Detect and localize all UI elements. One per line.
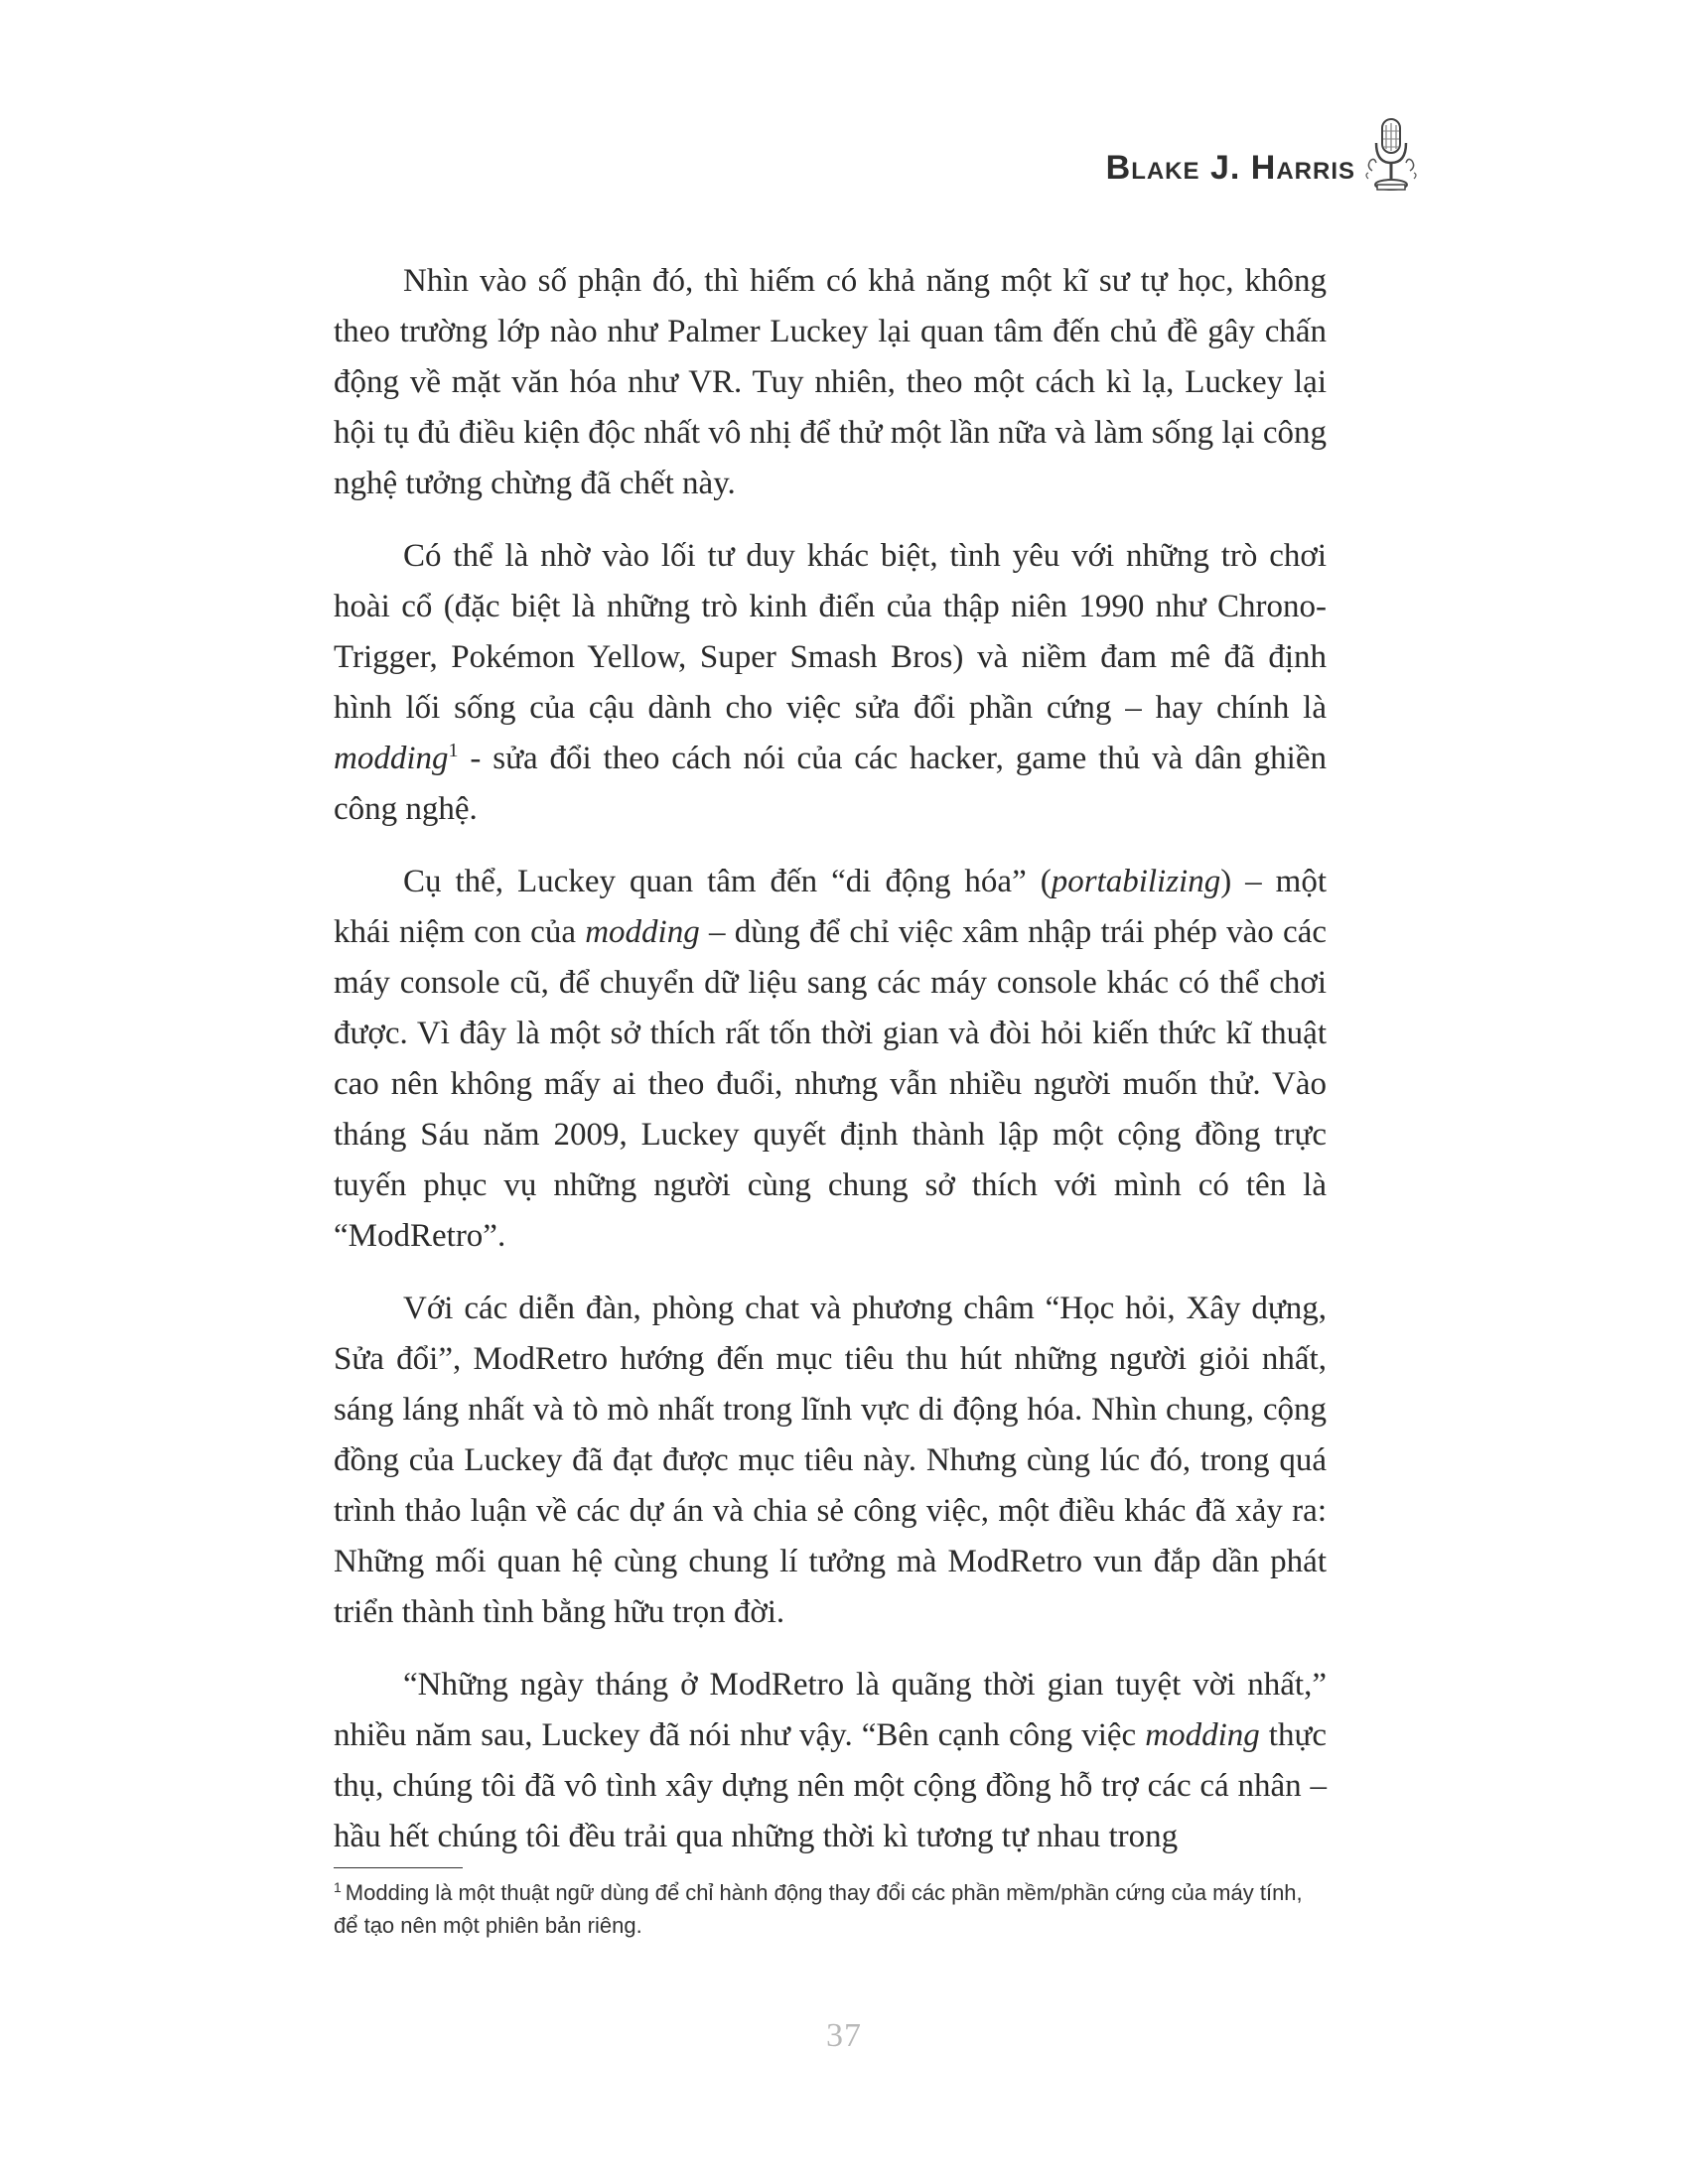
running-header-author: Blake J. Harris — [1105, 149, 1355, 187]
italic-term: modding — [1145, 1717, 1260, 1753]
paragraph — [334, 1284, 1327, 1638]
italic-term: portabilizing — [1051, 864, 1221, 899]
paragraph — [334, 531, 1327, 835]
vintage-microphone-icon — [1362, 115, 1420, 195]
footnote-divider — [334, 1867, 463, 1868]
paragraph-text: Nhìn vào số phận đó, thì hiếm có khả năng một kĩ sư tự học, không theo trường lớp nào như Palmer Luckey lại quan tâm đến chủ đề gây chấn động về mặt văn hóa như VR. Tuy nhiên, theo một cách kì lạ, Luckey lại hội tụ đủ điều kiện độc nhất vô nhị để thử một lần nữa và làm sống lại công nghệ tưởng chừng đã chết này. — [334, 263, 1327, 501]
paragraph-text: Có thể là nhờ vào lối tư duy khác biệt, tình yêu với những trò chơi hoài cổ (đặc biệt là những trò kinh điển của thập niên 1990 như Chrono-Trigger, Pokémon Yellow, Super Smash Bros) và niềm đam mê đã định hình lối sống của cậu dành cho việc sửa đổi phần cứng – hay chính là — [334, 538, 1327, 726]
paragraph-text: – dùng để chỉ việc xâm nhập trái phép vào các máy console cũ, để chuyển dữ liệu sang các máy console khác có thể chơi được. Vì đây là một sở thích rất tốn thời gian và đòi hỏi kiến thức kĩ thuật cao nên không mấy ai theo đuổi, nhưng vẫn nhiều người muốn thử. Vào tháng Sáu năm 2009, Luckey quyết định thành lập một cộng đồng trực tuyến phục vụ những người cùng chung sở thích với mình có tên là “ModRetro”. — [334, 914, 1327, 1254]
footnote-text: Modding là một thuật ngữ dùng để chỉ hành động thay đổi các phần mềm/phần cứng của máy tính, để tạo nên một phiên bản riêng. — [334, 1880, 1303, 1938]
page-number: 37 — [826, 2017, 862, 2054]
paragraph-text: Cụ thể, Luckey quan tâm đến “di động hóa” ( — [403, 864, 1052, 899]
paragraph-text: Với các diễn đàn, phòng chat và phương châm “Học hỏi, Xây dựng, Sửa đổi”, ModRetro hướng đến mục tiêu thu hút những người giỏi nhất, sáng láng nhất và tò mò nhất trong lĩnh vực di động hóa. Nhìn chung, cộng đồng của Luckey đã đạt được mục tiêu này. Nhưng cùng lúc đó, trong quá trình thảo luận về các dự án và chia sẻ công việc, một điều khác đã xảy ra: Những mối quan hệ cùng chung lí tưởng mà ModRetro vun đắp dần phát triển thành tình bằng hữu trọn đời. — [334, 1291, 1327, 1630]
italic-term: modding — [334, 741, 449, 776]
paragraph — [334, 857, 1327, 1262]
footnote-marker: 1 — [334, 1878, 342, 1895]
paragraph-text: thực thụ, chúng tôi đã vô tình xây dựng nên một cộng đồng hỗ trợ các cá nhân – hầu hết chúng tôi đều trải qua những thời kì tương tự nhau trong — [334, 1717, 1327, 1854]
paragraph — [334, 256, 1327, 509]
footnote — [334, 1876, 1327, 1942]
body-text — [334, 256, 1327, 1884]
paragraph-text: “Những ngày tháng ở ModRetro là quãng thời gian tuyệt vời nhất,” nhiều năm sau, Luckey đã nói như vậy. “Bên cạnh công việc — [334, 1667, 1327, 1753]
paragraph — [334, 1660, 1327, 1862]
paragraph-text: ) – một khái niệm con của — [334, 864, 1327, 950]
paragraph-text: - sửa đổi theo cách nói của các hacker, game thủ và dân ghiền công nghệ. — [334, 741, 1327, 827]
running-header — [0, 107, 1688, 197]
italic-term: modding — [585, 914, 700, 950]
footnote-reference: 1 — [448, 740, 459, 761]
